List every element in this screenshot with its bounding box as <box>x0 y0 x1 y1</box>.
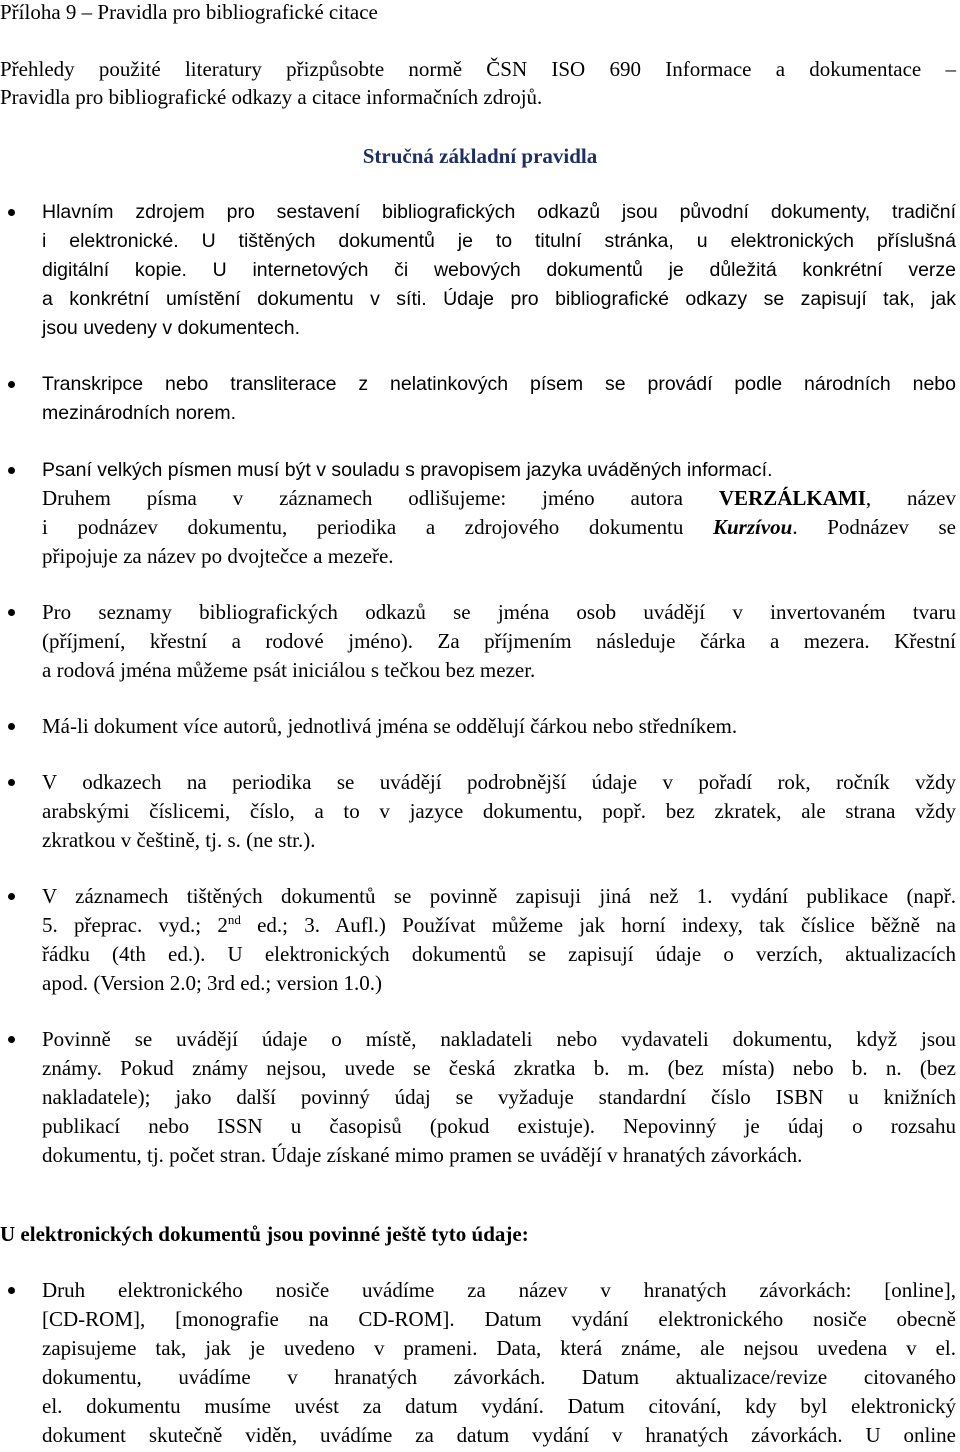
paragraph-line: Hlavním zdrojem pro sestavení bibliografických odkazů jsou původní dokumenty, tradiční <box>42 201 956 223</box>
paragraph-line: V odkazech na periodika se uvádějí podrobnější údaje v pořadí rok, ročník vždy <box>42 770 956 794</box>
paragraph-line: nakladatele); jako další povinný údaj se vyžaduje standardní číslo ISBN u knižních <box>42 1085 956 1109</box>
paragraph-line: dokumentu, tj. počet stran. Údaje získané mimo pramen se uvádějí v hranatých závorkách. <box>42 1143 803 1167</box>
paragraph-line: dokument skutečně viděn, uvádíme za datum vydání v hranatých závorkách. U online <box>42 1423 956 1447</box>
paragraph-line: (příjmení, křestní a rodové jméno). Za příjmením následuje čárka a mezera. Křestní <box>42 629 956 653</box>
paragraph-line: zkratkou v češtině, tj. s. (ne str.). <box>42 828 316 852</box>
paragraph-line: i podnázev dokumentu, periodika a zdrojového dokumentu Kurzívou. Podnázev se <box>42 515 957 539</box>
intro-line: Pravidla pro bibliografické odkazy a citace informačních zdrojů. <box>0 85 543 109</box>
paragraph-line: apod. (Version 2.0; 3rd ed.; version 1.0.) <box>42 971 383 995</box>
bullet-icon <box>8 609 15 616</box>
paragraph-line: a rodová jména můžeme psát iniciálou s tečkou bez mezer. <box>42 658 536 682</box>
paragraph-line: publikací nebo ISSN u časopisů (pokud existuje). Nepovinný je údaj o rozsahu <box>42 1114 956 1138</box>
bullet-icon <box>8 467 15 474</box>
bullet-icon <box>8 779 15 786</box>
bullet-icon <box>8 893 15 900</box>
bullet-icon <box>8 723 15 730</box>
section-heading: U elektronických dokumentů jsou povinné ještě tyto údaje: <box>0 1222 529 1246</box>
paragraph-line: el. dokumentu musíme uvést za datum vydání. Datum citování, kdy byl elektronický <box>42 1394 956 1418</box>
paragraph-line: řádku (4th ed.). U elektronických dokumentů se zapisují údaje o verzích, aktualizacích <box>42 942 956 966</box>
bullet-icon <box>8 381 15 388</box>
uppercase-example: VERZÁLKAMI <box>718 486 866 510</box>
paragraph-line: Povinně se uvádějí údaje o místě, nakladateli nebo vydavateli dokumentu, když jsou <box>42 1027 956 1051</box>
paragraph-line: připojuje za název po dvojtečce a mezeře. <box>42 544 394 568</box>
appendix-title: Příloha 9 – Pravidla pro bibliografické citace <box>0 0 378 24</box>
paragraph-line: V záznamech tištěných dokumentů se povinně zapisuji jiná než 1. vydání publikace (např. <box>42 884 956 908</box>
paragraph-line: i elektronické. U tištěných dokumentů je to titulní stránka, u elektronických příslušná <box>42 230 956 252</box>
paragraph-line: Psaní velkých písmen musí být v souladu s pravopisem jazyka uváděných informací. <box>42 459 773 481</box>
paragraph-line: jsou uvedeny v dokumentech. <box>42 317 300 339</box>
bullet-icon <box>8 209 15 216</box>
paragraph-line: Má-li dokument více autorů, jednotlivá jména se oddělují čárkou nebo středníkem. <box>42 714 738 738</box>
bullet-icon <box>8 1036 15 1043</box>
paragraph-line: Pro seznamy bibliografických odkazů se jména osob uvádějí v invertovaném tvaru <box>42 600 956 624</box>
paragraph-line: Transkripce nebo transliterace z nelatinkových písem se provádí podle národních nebo <box>42 373 956 395</box>
paragraph-line: Druh elektronického nosiče uvádíme za název v hranatých závorkách: [online], <box>42 1278 956 1302</box>
bullet-icon <box>8 1287 15 1294</box>
paragraph-line: a konkrétní umístění dokumentu v síti. Údaje pro bibliografické odkazy se zapisují tak, jak <box>42 288 956 310</box>
paragraph-line: mezinárodních norem. <box>42 402 237 424</box>
paragraph-line: arabskými číslicemi, číslo, a to v jazyce dokumentu, popř. bez zkratek, ale strana vždy <box>42 799 956 823</box>
paragraph-line: zapisujeme tak, jak je uvedeno v prameni. Data, která známe, ale nejsou uvedena v el. <box>42 1336 956 1360</box>
paragraph-line: digitální kopie. U internetových či webových dokumentů je důležitá konkrétní verze <box>42 259 956 281</box>
paragraph-line: Druhem písma v záznamech odlišujeme: jméno autora VERZÁLKAMI, název <box>42 486 957 510</box>
paragraph-line: známy. Pokud známy nejsou, uvede se česká zkratka b. m. (bez místa) nebo b. n. (bez <box>42 1056 956 1080</box>
paragraph-line: dokumentu, uvádíme v hranatých závorkách. Datum aktualizace/revize citovaného <box>42 1365 956 1389</box>
paragraph-line: 5. přeprac. vyd.; 2nd ed.; 3. Aufl.) Používat můžeme jak horní indexy, tak číslice běžně na <box>42 912 956 937</box>
paragraph-line: [CD-ROM], [monografie na CD-ROM]. Datum vydání elektronického nosiče obecně <box>42 1307 956 1331</box>
intro-line: Přehledy použité literatury přizpůsobte normě ČSN ISO 690 Informace a dokumentace – <box>0 57 956 81</box>
italic-example: Kurzívou <box>713 515 793 539</box>
section-heading: Stručná základní pravidla <box>362 144 598 168</box>
